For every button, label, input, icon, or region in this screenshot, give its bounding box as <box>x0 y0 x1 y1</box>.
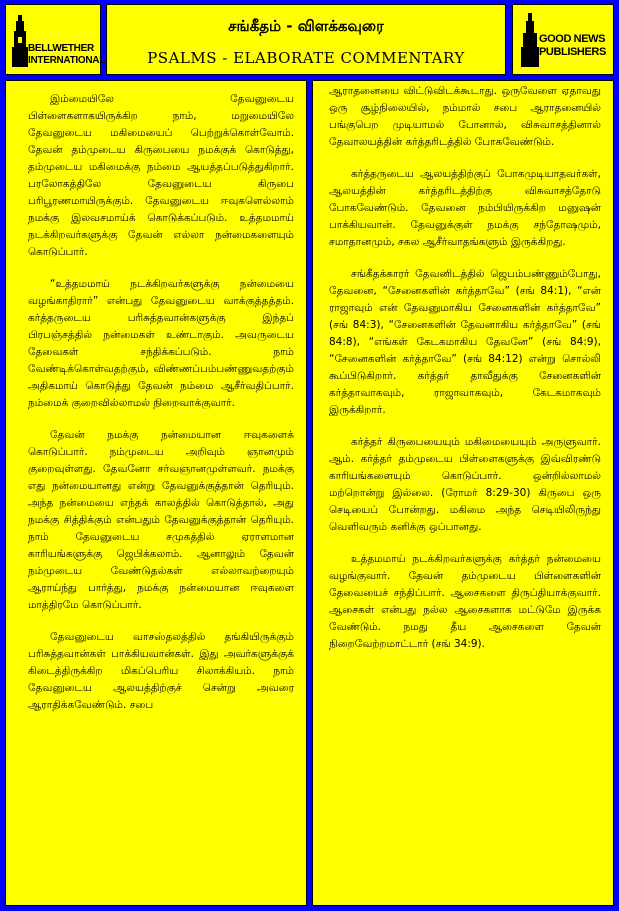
paragraph: கர்த்தர் கிருபையையும் மகிமையையும் அருளுவார். ஆம். கர்த்தர் தம்முடைய பிள்ளைகளுக்கு இவ்விரண்டு காரியங்களையும் கொடுப்பார். ஒன்றில்லாமல் மற்றொன்று இல்லை. (ரோமர் 8:29-30) கிருபை ஒரு செடியைப் போன்றது. மகிமை அந்த செடியிலிருந்து வெளிவரும் கனிக்கு ஒப்பானது. <box>329 436 601 533</box>
bellwether-logo <box>5 4 106 75</box>
left-column <box>5 80 307 906</box>
right-column <box>312 80 614 906</box>
paragraph: தேவனுடைய வாசஸ்தலத்தில் தங்கியிருக்கும் பரிசுத்தவான்கள் பாக்கியவான்கள். இது அவர்களுக்குக் கிடைத்திருக்கிற மிகப்பெரிய சிலாக்கியம். நாம் தேவனுடைய ஆலயத்திற்குச் சென்று அவரை ஆராதிக்கவேண்டும். சபை <box>28 631 294 711</box>
paragraph: தேவன் நமக்கு நன்மையான ஈவுகளைக் கொடுப்பார். நம்முடைய அறிவும் ஞானமும் குறைவுள்ளது. தேவனோ சர்வஞானமுள்ளவர். நமக்கு எது நன்மையானது என்று தேவனுக்குத்தான் தெரியும். அந்த நன்மையை எந்தக் காலத்தில் கொடுத்தால், அது நமக்கு சித்திக்கும் என்பதும் தேவனுக்குத்தான் தெரியும். நாம் தேவனுடைய சமுகத்தில் ஏராளமான காரியங்களுக்கு ஜெபிக்கலாம். ஆனாலும் தேவன் நம்முடைய வேண்டுதல்கள் எல்லாவற்றையும் ஆராய்ந்து பார்த்து, நமக்கு நன்மையான ஈவுகளை மாத்திரமே கொடுப்பார். <box>28 429 294 611</box>
good-news-logo <box>512 4 614 75</box>
paragraph: சங்கீதக்காரர் தேவனிடத்தில் ஜெபம்பண்ணும்போது, தேவனை, “சேனைகளின் கர்த்தாவே” (சங் 84:1), “என் ராஜாவும் என் தேவனுமாகிய சேனைகளின் கர்த்தாவே” (சங் 84:3), “சேனைகளின் தேவனாகிய கர்த்தாவே” (சங் 84:8), “எங்கள் கேடகமாகிய தேவனே” (சங் 84:9), “சேனைகளின் கர்த்தாவே” (சங் 84:12) என்று சொல்லி கூப்பிடுகிறார். கர்த்தர் தாவீதுக்கு சேனைகளின் கர்த்தாவாகவும், ராஜாவாகவும், கேடகமாகவும் இருக்கிறார். <box>329 268 601 416</box>
header-title-box <box>106 4 506 75</box>
paragraph: உத்தமமாய் நடக்கிறவர்களுக்கு கர்த்தர் நன்மையை வழங்குவார். தேவன் தம்முடைய பிள்ளைகளின் தேவையைச் சந்திப்பார். ஆசைகளை திருப்தியாக்குவார். ஆசைகள் என்பது நல்ல ஆசைகளாக மட்டுமே இருக்க வேண்டும். நமது தீய ஆசைகளை தேவன் நிறைவேற்றமாட்டார் (சங் 34:9). <box>329 553 601 650</box>
paragraph: கர்த்தருடைய ஆலயத்திற்குப் போகமுடியாதவர்கள், ஆலயத்தின் கர்த்தரிடத்திற்கு விசுவாசத்தோடு போகவேண்டும். தேவனை நம்பியிருக்கிற மனுஷன் பாக்கியவான். தேவனுக்குள் நமக்கு சந்தோஷமும், சமாதானமும், சகல ஆசீர்வாதங்களும் இருக்கிறது. <box>329 168 601 248</box>
bellwether-tower-icon <box>12 15 28 67</box>
good-news-tower-icon <box>521 13 539 67</box>
paragraph: இம்மையிலே தேவனுடைய பிள்ளைகளாகயிருக்கிற நாம், மறுமையிலே தேவனுடைய மகிமையைப் பெற்றுக்கொள்வோம். தேவன் தம்முடைய கிருபையை நமக்குக் கொடுத்து, தம்முடைய மகிமைக்கு நம்மை ஆயத்தப்படுத்துகிறார். பரலோகத்திலே தேவனுடைய கிருபை பரிபூரணமாயிருக்கும். தேவனுடைய ஈவுகளெல்லாம் நமக்கு இலவசமாய்க் கொடுக்கப்படும். உத்தமமாய் நடக்கிறவர்களுக்கு தேவன் எல்லா நன்மைகளையும் கொடுப்பார். <box>28 93 294 258</box>
paragraph: “உத்தமமாய் நடக்கிறவர்களுக்கு நன்மையை வழங்காதிரார்” என்பது தேவனுடைய வாக்குத்தத்தம். கர்த்தருடைய பரிசுத்தவான்களுக்கு இந்தப் பிரபஞ்சத்தில் நன்மைகள் உண்டாகும். அவருடைய தேவைகள் சந்திக்கப்படும். நாம் வேண்டிக்கொள்வதற்கும், விண்ணப்பம்பண்ணுவதற்கும் அதிகமாய் கொடுத்து தேவன் நம்மை ஆசீர்வதிப்பார். நம்மைக் குறைவில்லாமல் நிறைவாக்குவார். <box>28 278 294 409</box>
paragraph: ஆராதனையை விட்டுவிடக்கூடாது. ஒருவேளை ஏதாவது ஒரு சூழ்நிலையில், நம்மால் சபை ஆராதனையில் பங்குபெற முடியாமல் போனால், விசுவாசத்தினால் தேவாலயத்தின் கர்த்தரிடத்தில் போகவேண்டும். <box>329 85 601 148</box>
page-title-english: PSALMS - ELABORATE COMMENTARY <box>147 49 465 67</box>
page-title-tamil: சங்கீதம் - விளக்கவுரை <box>228 17 384 35</box>
bellwether-logo-text: BELLWETHER INTERNATIONAL <box>28 43 106 66</box>
good-news-logo-text: GOOD NEWS PUBLISHERS <box>539 33 606 58</box>
